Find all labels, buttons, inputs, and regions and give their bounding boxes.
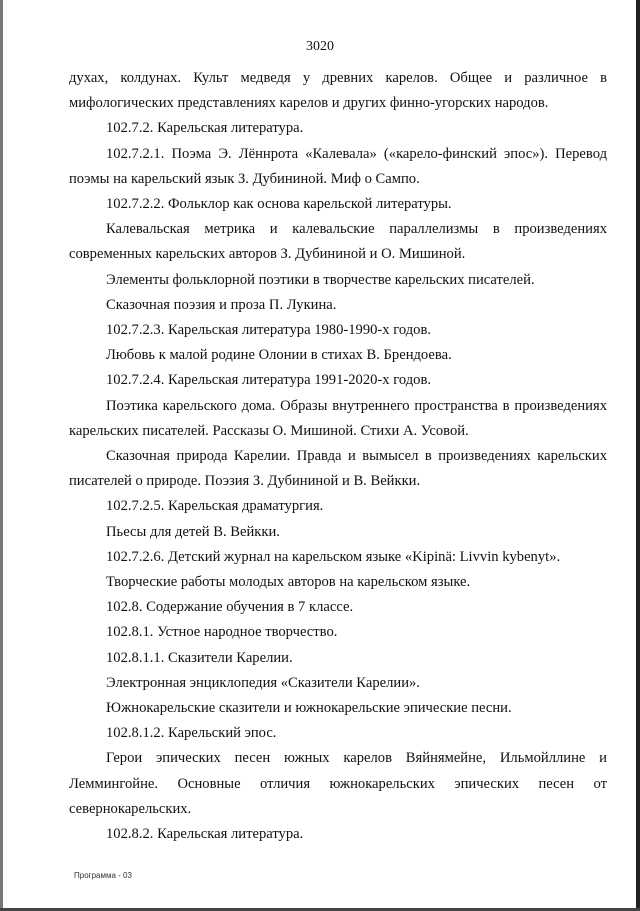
section-heading: 102.8.1.2. Карельский эпос. [106,725,277,742]
paragraph: Сказочная поэзия и проза П. Лукина. [106,296,337,313]
section-heading: 102.8.1.1. Сказители Карелии. [106,649,293,666]
section-heading: 102.8. Содержание обучения в 7 классе. [106,599,354,616]
paragraph: Элементы фольклорной поэтики в творчестве карельских писателей. [106,271,535,288]
document-body [69,66,607,847]
paragraph: Калевальская метрика и калевальские параллелизмы в произведениях современных карельских авторов З. Дубининой и О. Мишиной. [69,221,607,263]
paragraph: Пьесы для детей В. Вейкки. [106,523,280,540]
section-heading: 102.7.2.1. Поэма Э. Лённрота «Калевала» («карело-финский эпос»). Перевод поэмы на карельский язык З. Дубининой. Миф о Сампо. [69,145,607,187]
paragraph: Творческие работы молодых авторов на карельском языке. [106,574,471,591]
paragraph: Герои эпических песен южных карелов Вяйнямейне, Ильмойллине и Леммингойне. Основные отличия южнокарельских эпических песен от севернокарельских. [69,750,607,817]
paragraph: Любовь к малой родине Олонии в стихах В. Брендоева. [106,347,452,364]
page-footer: Программа - 03 [74,871,132,880]
section-heading: 102.7.2.5. Карельская драматургия. [106,498,324,515]
paragraph-continuation: духах, колдунах. Культ медведя у древних карелов. Общее и различное в мифологических представлениях карелов и других финно-угорских народов. [69,70,607,112]
section-heading: 102.7.2.3. Карельская литература 1980-1990-х годов. [106,322,431,339]
paragraph: Электронная энциклопедия «Сказители Карелии». [106,674,420,691]
section-heading: 102.8.2. Карельская литература. [106,826,304,843]
section-heading: 102.7.2.4. Карельская литература 1991-2020-х годов. [106,372,431,389]
section-heading: 102.7.2. Карельская литература. [106,120,304,137]
paragraph: Сказочная природа Карелии. Правда и вымысел в произведениях карельских писателей о природе. Поэзия З. Дубининой и В. Вейкки. [69,448,607,490]
section-heading: 102.7.2.2. Фольклор как основа карельской литературы. [106,196,452,213]
section-heading: 102.8.1. Устное народное творчество. [106,624,338,641]
paragraph: Южнокарельские сказители и южнокарельские эпические песни. [106,700,512,717]
scan-edge-right [636,0,640,911]
page-number: 3020 [306,39,334,54]
section-heading: 102.7.2.6. Детский журнал на карельском языке «Kipinä: Livvin kybenyt». [106,548,561,565]
scan-edge-left [0,0,3,911]
paragraph: Поэтика карельского дома. Образы внутреннего пространства в произведениях карельских писателей. Рассказы О. Мишиной. Стихи А. Усовой. [69,397,607,439]
